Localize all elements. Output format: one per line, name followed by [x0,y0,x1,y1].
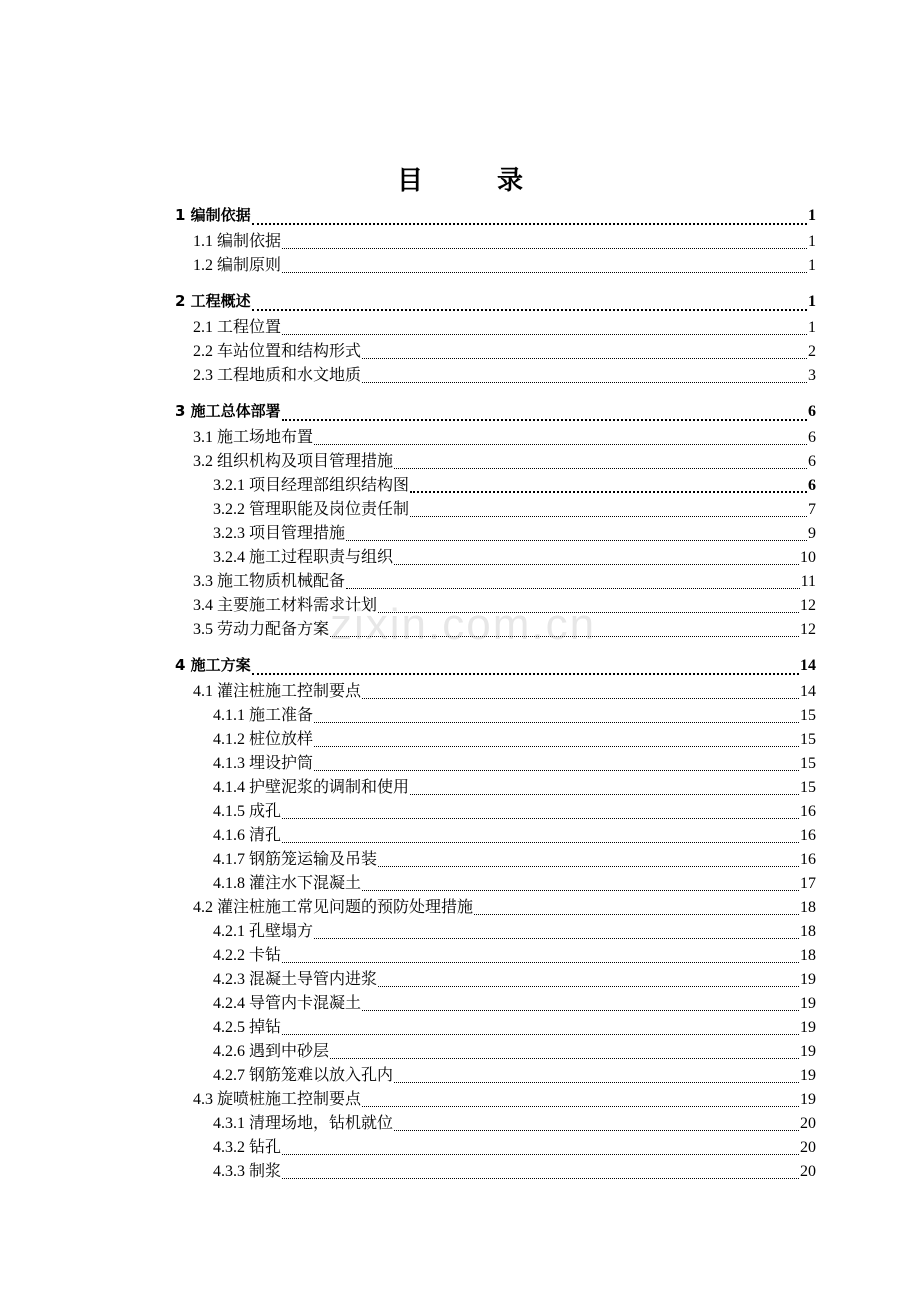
dot-leader [314,722,799,723]
toc-entry-title: 4.2.7 钢筋笼难以放入孔内 [213,1067,394,1084]
toc-entry-page-number: 10 [800,549,816,566]
toc-entry-title: 3.2.2 管理职能及岗位责任制 [213,501,410,518]
toc-entry-page-number: 19 [800,1043,816,1060]
toc-entry-title: 4.2.4 导管内卡混凝土 [213,995,362,1012]
dot-leader [410,794,799,795]
dot-leader [314,746,799,747]
toc-entry-level-3[interactable] [175,1136,816,1160]
toc-entry-level-1[interactable] [175,286,816,316]
toc-entry-page-number: 6 [808,429,816,446]
dot-leader [410,516,807,517]
toc-entry-level-1[interactable] [175,650,816,680]
dot-leader [346,588,800,589]
dot-leader [282,1154,799,1155]
section-gap [175,388,816,396]
toc-entry-level-3[interactable] [175,848,816,872]
toc-entry-level-3[interactable] [175,728,816,752]
dot-leader [394,1130,799,1131]
dot-leader [282,334,807,335]
toc-entry-title: 4.1 灌注桩施工控制要点 [193,683,362,700]
toc-entry-title: 2.1 工程位置 [193,319,282,336]
toc-entry-level-2[interactable] [175,896,816,920]
toc-entry-title: 3 施工总体部署 [175,402,281,420]
toc-entry-page-number: 3 [808,367,816,384]
toc-entry-title: 3.5 劳动力配备方案 [193,621,330,638]
toc-entry-level-2[interactable] [175,316,816,340]
toc-entry-page-number: 14 [800,657,816,674]
toc-entry-level-2[interactable] [175,680,816,704]
dot-leader [314,770,799,771]
toc-entry-level-3[interactable] [175,546,816,570]
toc-entry-page-number: 16 [800,803,816,820]
toc-entry-level-1[interactable] [175,200,816,230]
toc-entry-page-number: 20 [800,1163,816,1180]
toc-entry-title: 4.3.1 清理场地，钻机就位 [213,1115,394,1132]
toc-entry-title: 2.2 车站位置和结构形式 [193,343,362,360]
toc-entry-level-3[interactable] [175,1160,816,1184]
dot-leader [362,698,799,699]
toc-entry-page-number: 7 [808,501,816,518]
toc-entry-title: 4.2.2 卡钻 [213,947,282,964]
toc-entry-level-3[interactable] [175,522,816,546]
dot-leader [252,223,807,225]
toc-entry-page-number: 18 [800,899,816,916]
toc-entry-title: 4.3.2 钻孔 [213,1139,282,1156]
dot-leader [282,818,799,819]
toc-entry-level-3[interactable] [175,1112,816,1136]
toc-entry-title: 4.3 旋喷桩施工控制要点 [193,1091,362,1108]
toc-entry-title: 2 工程概述 [175,292,251,310]
toc-entry-page-number: 1 [808,319,816,336]
toc-entry-level-1[interactable] [175,396,816,426]
toc-entry-title: 4.1.6 清孔 [213,827,282,844]
toc-entry-level-3[interactable] [175,872,816,896]
toc-entry-page-number: 19 [800,1067,816,1084]
toc-entry-level-3[interactable] [175,920,816,944]
watermark: zixin.com.cn [330,600,597,649]
toc-entry-title: 4.1.1 施工准备 [213,707,314,724]
toc-entry-page-number: 9 [808,525,816,542]
toc-entry-level-2[interactable] [175,364,816,388]
toc-entry-title: 4.1.4 护壁泥浆的调制和使用 [213,779,410,796]
toc-entry-page-number: 16 [800,851,816,868]
toc-entry-title: 3.2.1 项目经理部组织结构图 [213,477,410,494]
toc-entry-page-number: 19 [800,1019,816,1036]
toc-entry-level-3[interactable] [175,1040,816,1064]
toc-entry-title: 4 施工方案 [175,656,251,674]
dot-leader [282,419,807,421]
toc-entry-page-number: 1 [808,293,816,310]
toc-entry-title: 4.1.8 灌注水下混凝土 [213,875,362,892]
dot-leader [282,962,799,963]
dot-leader [378,986,799,987]
toc-entry-level-3[interactable] [175,1016,816,1040]
toc-entry-page-number: 11 [800,573,816,590]
toc-entry-page-number: 20 [800,1139,816,1156]
dot-leader [282,272,807,273]
dot-leader [378,612,799,613]
toc-entry-title: 3.3 施工物质机械配备 [193,573,346,590]
toc-entry-title: 4.2.6 遇到中砂层 [213,1043,330,1060]
toc-entry-title: 1.1 编制依据 [193,233,282,250]
toc-entry-level-2[interactable] [175,254,816,278]
dot-leader [330,1058,799,1059]
table-of-contents [175,200,816,1184]
toc-entry-title: 4.1.7 钢筋笼运输及吊装 [213,851,378,868]
toc-entry-level-2[interactable] [175,1088,816,1112]
toc-entry-page-number: 18 [800,923,816,940]
toc-entry-level-3[interactable] [175,752,816,776]
toc-entry-title: 3.2.3 项目管理措施 [213,525,346,542]
toc-entry-level-3[interactable] [175,1064,816,1088]
dot-leader [282,1178,799,1179]
toc-entry-title: 2.3 工程地质和水文地质 [193,367,362,384]
toc-entry-level-2[interactable] [175,594,816,618]
toc-entry-page-number: 17 [800,875,816,892]
dot-leader [314,938,799,939]
toc-entry-title: 4.1.3 埋设护筒 [213,755,314,772]
dot-leader [362,1010,799,1011]
toc-entry-page-number: 18 [800,947,816,964]
toc-entry-page-number: 6 [808,477,816,494]
toc-entry-level-3[interactable] [175,704,816,728]
toc-entry-level-3[interactable] [175,800,816,824]
dot-leader [330,636,799,637]
toc-entry-level-3[interactable] [175,968,816,992]
toc-entry-title: 4.2.5 掉钻 [213,1019,282,1036]
toc-entry-level-2[interactable] [175,230,816,254]
toc-entry-level-3[interactable] [175,944,816,968]
toc-entry-page-number: 6 [808,403,816,420]
dot-leader [474,914,799,915]
toc-entry-title: 3.1 施工场地布置 [193,429,314,446]
section-gap [175,642,816,650]
dot-leader [394,468,807,469]
toc-entry-page-number: 12 [800,621,816,638]
toc-entry-level-3[interactable] [175,474,816,498]
toc-entry-title: 4.2 灌注桩施工常见问题的预防处理措施 [193,899,474,916]
toc-entry-page-number: 1 [808,233,816,250]
dot-leader [282,842,799,843]
section-gap [175,278,816,286]
toc-entry-level-3[interactable] [175,992,816,1016]
toc-entry-page-number: 15 [800,779,816,796]
dot-leader [282,248,807,249]
dot-leader [362,382,807,383]
toc-entry-level-2[interactable] [175,618,816,642]
dot-leader [394,564,799,565]
dot-leader [378,866,799,867]
toc-entry-page-number: 20 [800,1115,816,1132]
toc-entry-title: 3.2 组织机构及项目管理措施 [193,453,394,470]
toc-entry-title: 3.4 主要施工材料需求计划 [193,597,378,614]
dot-leader [252,309,807,311]
toc-entry-page-number: 19 [800,1091,816,1108]
toc-entry-page-number: 12 [800,597,816,614]
toc-entry-page-number: 19 [800,971,816,988]
toc-entry-page-number: 1 [808,257,816,274]
toc-entry-level-2[interactable] [175,450,816,474]
toc-entry-page-number: 16 [800,827,816,844]
dot-leader [410,491,807,493]
dot-leader [362,890,799,891]
dot-leader [394,1082,799,1083]
dot-leader [314,444,807,445]
toc-entry-title: 4.2.1 孔壁塌方 [213,923,314,940]
toc-entry-page-number: 14 [800,683,816,700]
dot-leader [362,358,807,359]
toc-entry-page-number: 2 [808,343,816,360]
toc-entry-level-2[interactable] [175,426,816,450]
dot-leader [346,540,807,541]
toc-entry-title: 4.3.3 制浆 [213,1163,282,1180]
toc-entry-title: 1.2 编制原则 [193,257,282,274]
toc-entry-page-number: 15 [800,731,816,748]
dot-leader [282,1034,799,1035]
toc-entry-title: 4.2.3 混凝土导管内进浆 [213,971,378,988]
toc-entry-level-2[interactable] [175,340,816,364]
page-title: 目 录 [396,166,547,195]
dot-leader [252,673,799,675]
dot-leader [362,1106,799,1107]
toc-entry-level-2[interactable] [175,570,816,594]
toc-entry-title: 4.1.5 成孔 [213,803,282,820]
toc-entry-page-number: 19 [800,995,816,1012]
toc-entry-page-number: 15 [800,707,816,724]
toc-entry-page-number: 1 [808,207,816,224]
toc-entry-page-number: 15 [800,755,816,772]
toc-entry-level-3[interactable] [175,776,816,800]
toc-entry-level-3[interactable] [175,824,816,848]
toc-entry-level-3[interactable] [175,498,816,522]
toc-entry-page-number: 6 [808,453,816,470]
toc-entry-title: 1 编制依据 [175,206,251,224]
toc-entry-title: 4.1.2 桩位放样 [213,731,314,748]
toc-entry-title: 3.2.4 施工过程职责与组织 [213,549,394,566]
